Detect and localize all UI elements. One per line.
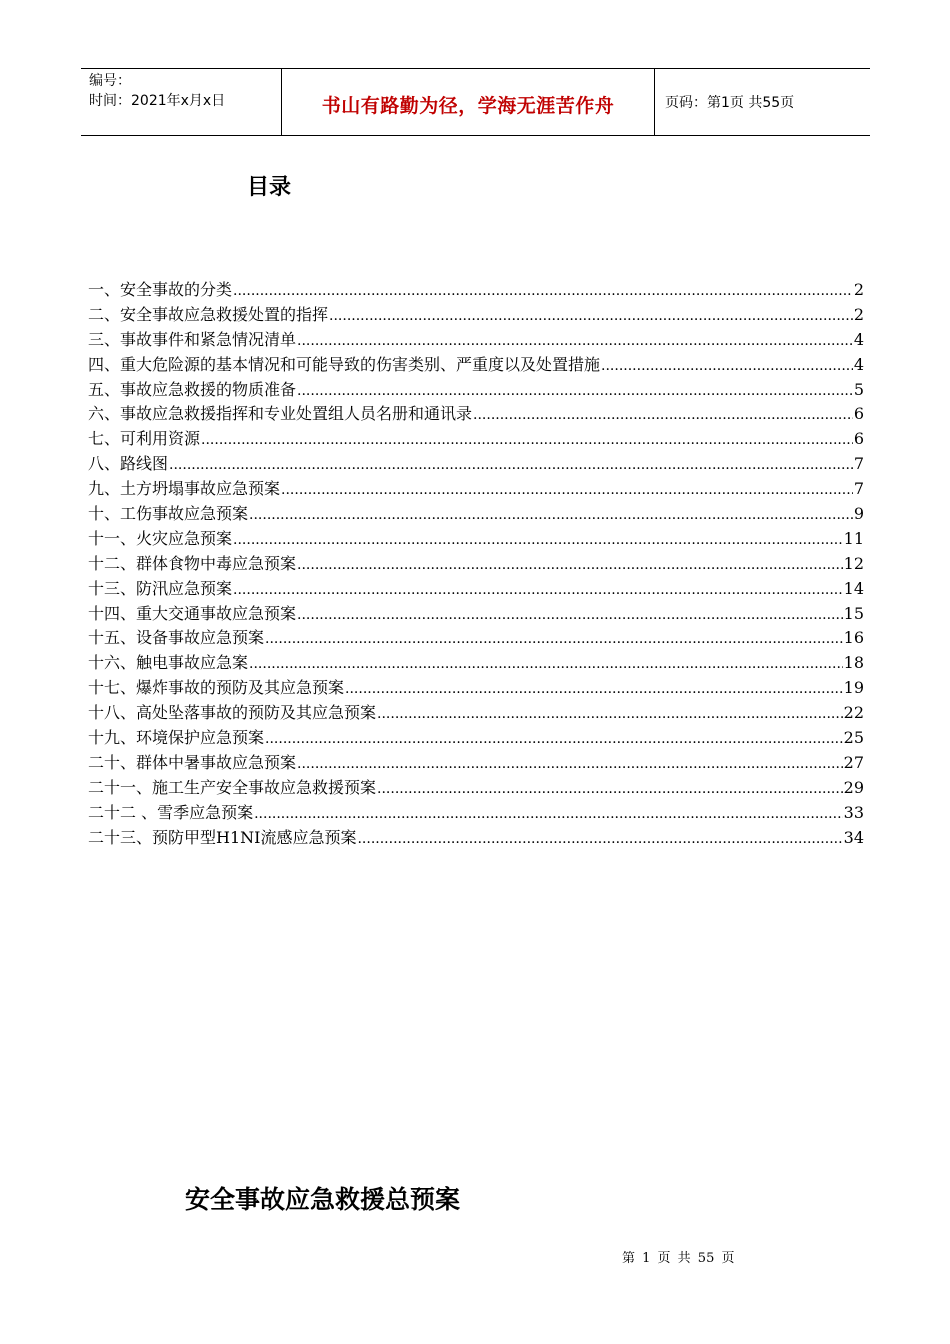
toc-entry-label: 二十、群体中暑事故应急预案 [88, 752, 297, 772]
toc-entry[interactable] [88, 452, 864, 477]
toc-entry-label: 二十二 、雪季应急预案 [88, 802, 254, 822]
toc-entry[interactable] [88, 602, 864, 627]
table-of-contents [88, 278, 864, 850]
header-page-info: 页码：第1页 共55页 [665, 95, 795, 111]
toc-entry[interactable] [88, 701, 864, 726]
toc-entry[interactable] [88, 427, 864, 452]
toc-entry-leader-dots [249, 651, 843, 677]
toc-entry-page: 4 [853, 354, 864, 374]
toc-entry-page: 27 [843, 752, 864, 772]
toc-entry-page: 18 [843, 653, 864, 673]
toc-entry[interactable] [88, 751, 864, 776]
toc-title: 目录 [247, 175, 292, 200]
header-page-info-cell [655, 69, 870, 135]
toc-entry-label: 八、路线图 [88, 454, 169, 474]
toc-entry-label: 十七、爆炸事故的预防及其应急预案 [88, 678, 345, 698]
toc-entry[interactable] [88, 378, 864, 403]
toc-entry-label: 十三、防汛应急预案 [88, 578, 233, 598]
toc-entry[interactable] [88, 477, 864, 502]
toc-entry[interactable] [88, 328, 864, 353]
toc-entry[interactable] [88, 676, 864, 701]
header-meta [81, 69, 282, 135]
toc-entry-leader-dots [345, 676, 843, 702]
page-footer: 第 1 页 共 55 页 [622, 1251, 735, 1266]
toc-entry-label: 十二、群体食物中毒应急预案 [88, 553, 297, 573]
toc-entry[interactable] [88, 278, 864, 303]
section-title: 安全事故应急救援总预案 [185, 1185, 461, 1214]
toc-entry[interactable] [88, 527, 864, 552]
toc-entry-label: 十八、高处坠落事故的预防及其应急预案 [88, 703, 377, 723]
page-header [81, 68, 870, 136]
toc-entry-leader-dots [249, 502, 853, 528]
header-motto-cell [282, 69, 655, 135]
toc-entry-label: 七、可利用资源 [88, 429, 201, 449]
header-motto: 书山有路勤为径，学海无涯苦作舟 [321, 94, 615, 117]
toc-entry-page: 2 [853, 280, 864, 299]
toc-entry-page: 16 [843, 628, 864, 648]
document-date: 时间：2021年x月x日 [89, 93, 226, 109]
toc-entry-leader-dots [377, 776, 843, 802]
toc-entry-page: 7 [853, 479, 864, 499]
toc-entry-page: 15 [843, 603, 864, 623]
toc-entry-label: 一、安全事故的分类 [88, 280, 233, 299]
toc-entry-label: 十六、触电事故应急案 [88, 653, 249, 673]
toc-entry[interactable] [88, 353, 864, 378]
toc-entry-leader-dots [357, 826, 842, 852]
toc-entry-leader-dots [201, 427, 853, 453]
toc-entry-page: 25 [843, 728, 864, 748]
toc-entry-leader-dots [297, 378, 853, 404]
toc-entry-leader-dots [297, 328, 853, 354]
toc-entry-page: 11 [843, 528, 864, 548]
toc-entry[interactable] [88, 303, 864, 328]
toc-entry-leader-dots [473, 402, 853, 428]
toc-entry[interactable] [88, 402, 864, 427]
toc-entry-label: 二十三、预防甲型H1NI流感应急预案 [88, 827, 357, 847]
toc-entry-page: 22 [843, 703, 864, 723]
toc-entry[interactable] [88, 577, 864, 602]
toc-entry-leader-dots [297, 552, 843, 578]
toc-entry-label: 十一、火灾应急预案 [88, 528, 233, 548]
toc-entry-label: 六、事故应急救援指挥和专业处置组人员名册和通讯录 [88, 404, 473, 424]
toc-entry-page: 7 [853, 454, 864, 474]
toc-entry-label: 九、土方坍塌事故应急预案 [88, 479, 281, 499]
toc-entry-leader-dots [329, 303, 853, 329]
toc-entry-label: 三、事故事件和紧急情况清单 [88, 329, 297, 349]
toc-entry[interactable] [88, 626, 864, 651]
toc-entry-leader-dots [297, 602, 843, 628]
toc-entry-label: 十五、设备事故应急预案 [88, 628, 265, 648]
document-number-label: 编号： [89, 73, 131, 89]
toc-entry-page: 6 [853, 404, 864, 424]
toc-entry-page: 19 [843, 678, 864, 698]
toc-entry[interactable] [88, 502, 864, 527]
toc-entry-leader-dots [233, 278, 853, 304]
toc-entry[interactable] [88, 552, 864, 577]
toc-entry-label: 二、安全事故应急救援处置的指挥 [88, 304, 329, 324]
toc-entry-label: 二十一、施工生产安全事故应急救援预案 [88, 777, 377, 797]
toc-entry-page: 5 [853, 379, 864, 399]
toc-entry-label: 五、事故应急救援的物质准备 [88, 379, 297, 399]
toc-entry-leader-dots [169, 452, 853, 478]
toc-entry-leader-dots [601, 353, 853, 379]
toc-entry-page: 9 [853, 504, 864, 524]
toc-entry-leader-dots [233, 527, 843, 553]
toc-entry-page: 12 [843, 553, 864, 573]
toc-entry-page: 2 [853, 304, 864, 324]
toc-entry-leader-dots [297, 751, 843, 777]
toc-entry-label: 十、工伤事故应急预案 [88, 504, 249, 524]
toc-entry-leader-dots [265, 626, 843, 652]
toc-entry-leader-dots [254, 801, 843, 827]
toc-entry-page: 6 [853, 429, 864, 449]
toc-entry-label: 十四、重大交通事故应急预案 [88, 603, 297, 623]
toc-entry-page: 33 [843, 802, 864, 822]
toc-entry[interactable] [88, 651, 864, 676]
toc-entry-label: 十九、环境保护应急预案 [88, 728, 265, 748]
toc-entry[interactable] [88, 776, 864, 801]
toc-entry-leader-dots [265, 726, 843, 752]
toc-entry[interactable] [88, 801, 864, 826]
toc-entry-label: 四、重大危险源的基本情况和可能导致的伤害类别、严重度以及处置措施 [88, 354, 601, 374]
toc-entry-page: 29 [843, 777, 864, 797]
toc-entry-leader-dots [233, 577, 843, 603]
toc-entry-leader-dots [377, 701, 843, 727]
toc-entry[interactable] [88, 726, 864, 751]
toc-entry-leader-dots [281, 477, 853, 503]
toc-entry-page: 14 [843, 578, 864, 598]
toc-entry[interactable] [88, 826, 864, 851]
toc-entry-page: 34 [843, 827, 864, 847]
toc-entry-page: 4 [853, 329, 864, 349]
